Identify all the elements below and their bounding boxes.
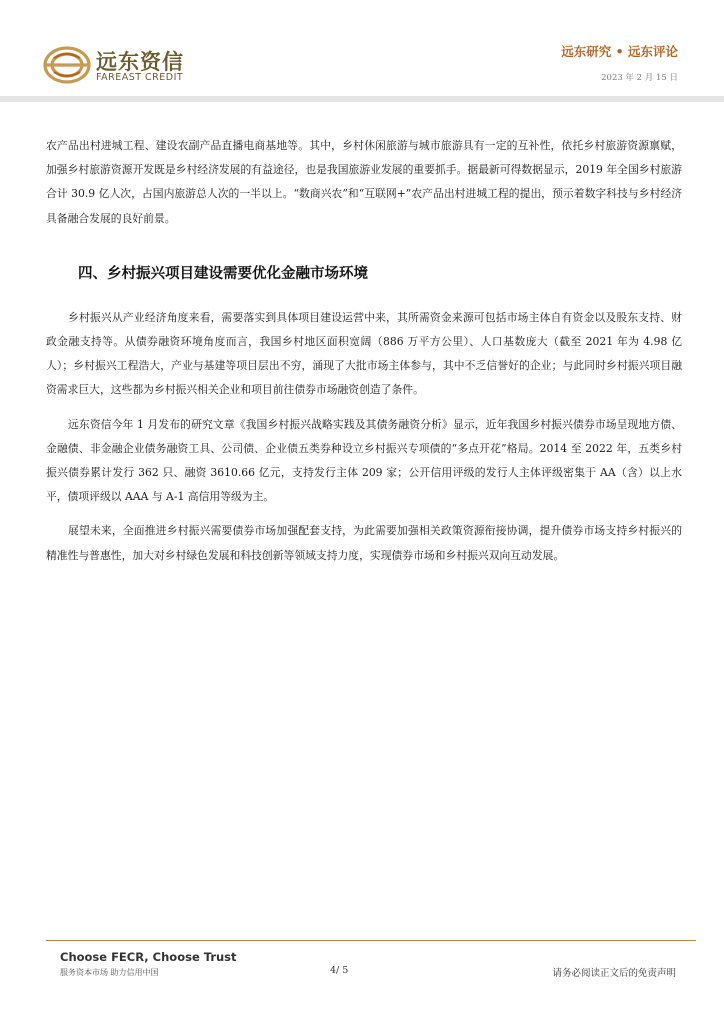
section-heading: 四、乡村振兴项目建设需要优化金融市场环境 (78, 265, 368, 282)
header-divider (0, 96, 724, 102)
disclaimer-note: 请务必阅读正文后的免责声明 (552, 968, 676, 979)
brand-name-cn: 远东资信 (96, 50, 184, 74)
article-body (46, 134, 682, 568)
paragraph-continued: 农产品出村进城工程、建设农副产品直播电商基地等。其中，乡村休闲旅游与城市旅游具有一定的互补性，依托乡村旅游资源禀赋，加强乡村旅游资源开发既是乡村经济发展的有益途径，也是我国旅游业发展的重要抓手。据最新可得数据显示，2019 年全国乡村旅游合计 30.9 亿人次，占国内旅游总人次的一半以上。“数商兴农”和“互联网+”农产品出村进城工程的提出，预示着数字科技与乡村经济具备融合发展的良好前景。 (46, 139, 682, 225)
footer-slogan: Choose FECR, Choose Trust (60, 950, 237, 964)
paragraph: 乡村振兴从产业经济角度来看，需要落实到具体项目建设运营中来，其所需资金来源可包括市场主体自有资金以及股东支持、财政金融支持等。从债券融资环境角度而言，我国乡村地区面积宽阔（886 万平方公里）、人口基数庞大（截至 2021 年为 4.98 亿人）；乡村振兴工程浩大，产业与基建等项目层出不穷，涌现了大批市场主体参与，其中不乏信誉好的企业；与此同时乡村振兴项目融资需求巨大，这些都为乡村振兴相关企业和项目前往债券市场融资创造了条件。 (46, 310, 682, 397)
brand-name-en: FAREAST CREDIT (96, 72, 184, 83)
page-number: 4/ 5 (330, 965, 349, 976)
fareast-logo-icon (42, 44, 92, 86)
footer-subslogan: 服务资本市场 助力信用中国 (60, 968, 159, 977)
series-title: 远东研究 • 远东评论 (561, 44, 678, 59)
footer-divider (46, 940, 696, 941)
page-header (0, 0, 724, 104)
publish-date: 2023 年 2 月 15 日 (601, 73, 678, 83)
paragraph: 远东资信今年 1 月发布的研究文章《我国乡村振兴战略实践及其债务融资分析》显示，近年我国乡村振兴债券市场呈现地方债、金融债、非金融企业债务融资工具、公司债、企业债五类券种设立乡村振兴专项债的“多点开花”格局。2014 至 2022 年，五类乡村振兴债券累计发行 362 只、融资 3610.66 亿元，支持发行主体 209 家；公开信用评级的发行人主体评级密集于 AA（含）以上水平，债项评级以 AAA 与 A-1 高信用等级为主。 (46, 417, 682, 504)
paragraph: 展望未来，全面推进乡村振兴需要债券市场加强配套支持，为此需要加强相关政策资源衔接协调，提升债券市场支持乡村振兴的精准性与普惠性，加大对乡村绿色发展和科技创新等领域支持力度，实现债券市场和乡村振兴双向互动发展。 (46, 524, 682, 562)
